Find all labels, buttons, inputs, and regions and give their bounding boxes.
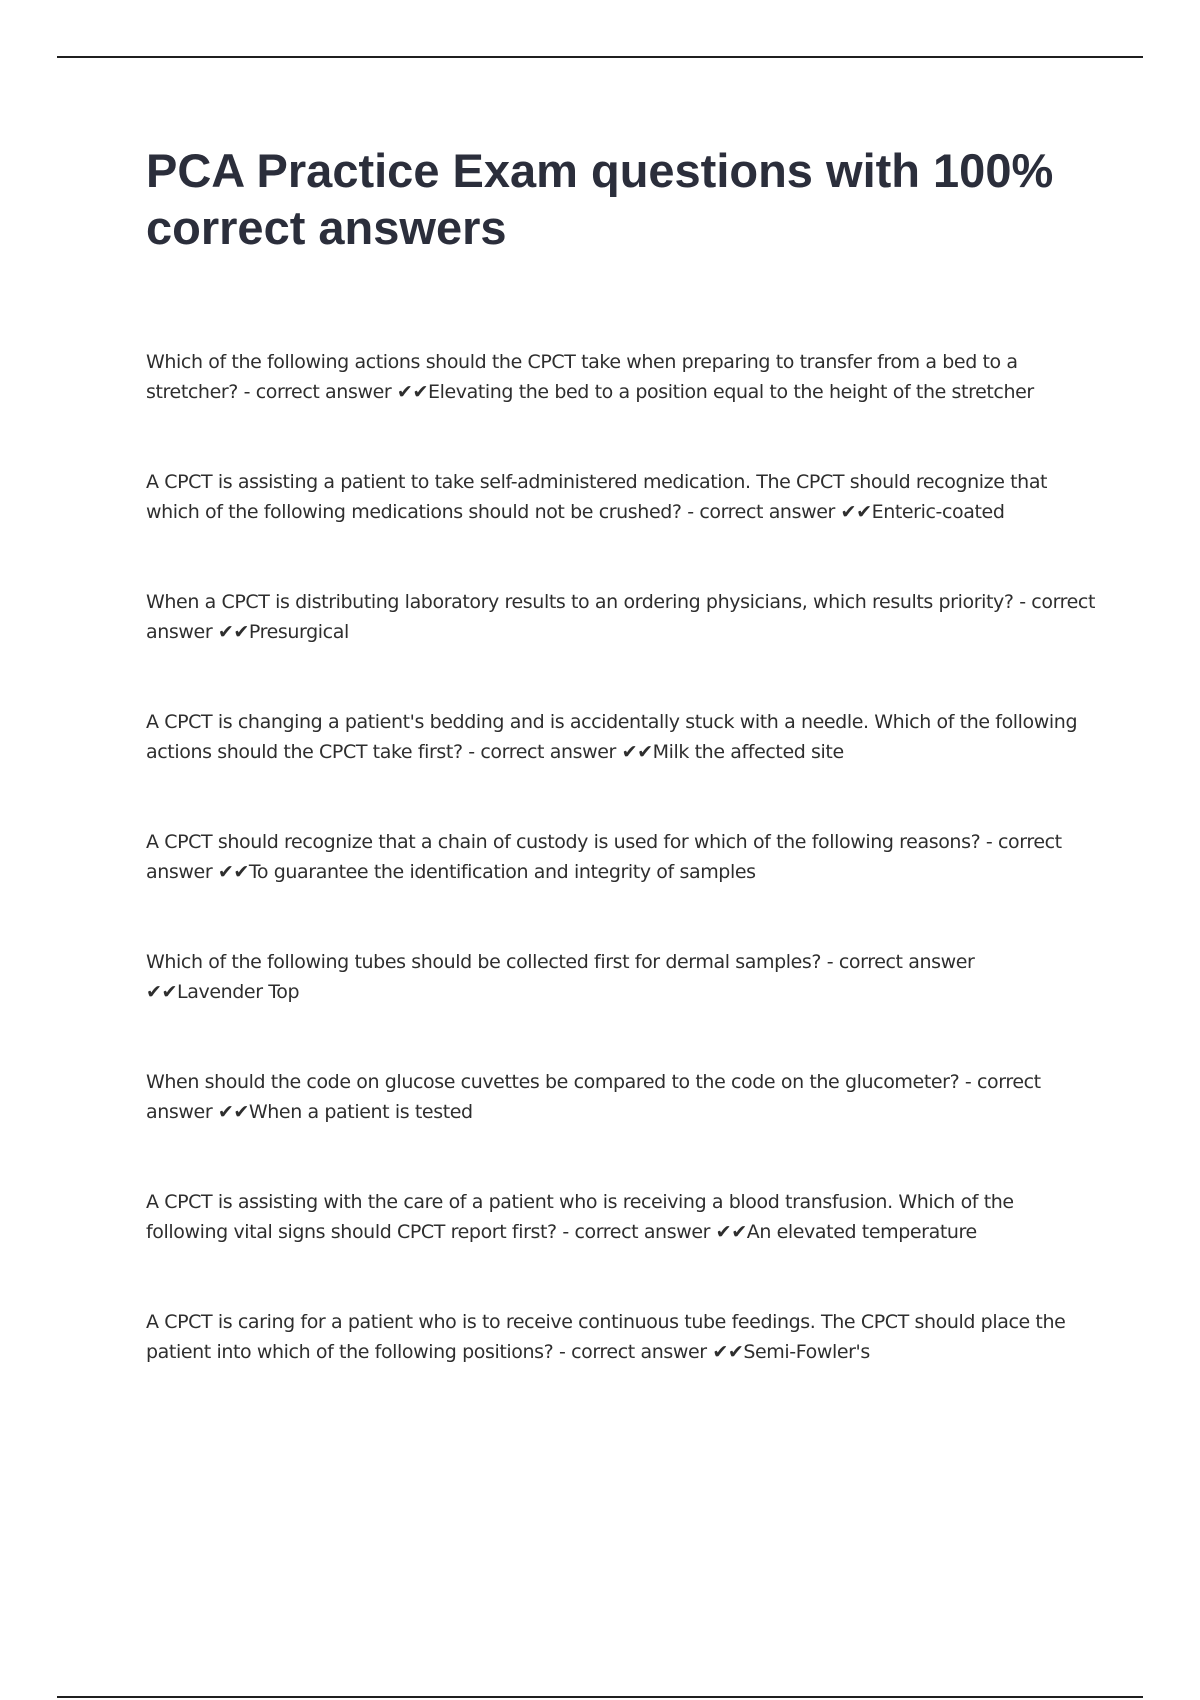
document-title: PCA Practice Exam questions with 100% correct answers [146,144,1054,254]
qa-item-9: A CPCT is caring for a patient who is to receive continuous tube feedings. The CPCT should place the patient into which of the following positions? - correct answer ✔✔Semi-Fowler's [146,1311,1066,1363]
qa-item-6: Which of the following tubes should be collected first for dermal samples? - correct answer ✔✔Lavender Top [146,951,975,1003]
qa-item-8: A CPCT is assisting with the care of a patient who is receiving a blood transfusion. Which of the following vital signs should CPCT report first? - correct answer ✔✔An elevated temperature [146,1191,1014,1243]
bottom-divider [57,1696,1143,1698]
qa-item-4: A CPCT is changing a patient's bedding and is accidentally stuck with a needle. Which of the following actions should the CPCT take first? - correct answer ✔✔Milk the affected site [146,711,1078,763]
qa-item-2: A CPCT is assisting a patient to take self-administered medication. The CPCT should recognize that which of the following medications should not be crushed? - correct answer ✔✔Enteric-coated [146,471,1048,523]
qa-item-1: Which of the following actions should the CPCT take when preparing to transfer from a bed to a stretcher? - correct answer ✔✔Elevating the bed to a position equal to the height of the stretcher [146,351,1034,403]
qa-item-5: A CPCT should recognize that a chain of custody is used for which of the following reasons? - correct answer ✔✔To guarantee the identification and integrity of samples [146,831,1062,883]
top-divider [57,56,1143,58]
qa-item-7: When should the code on glucose cuvettes be compared to the code on the glucometer? - correct answer ✔✔When a patient is tested [146,1071,1041,1123]
qa-item-3: When a CPCT is distributing laboratory results to an ordering physicians, which results priority? - correct answer ✔✔Presurgical [146,591,1096,643]
